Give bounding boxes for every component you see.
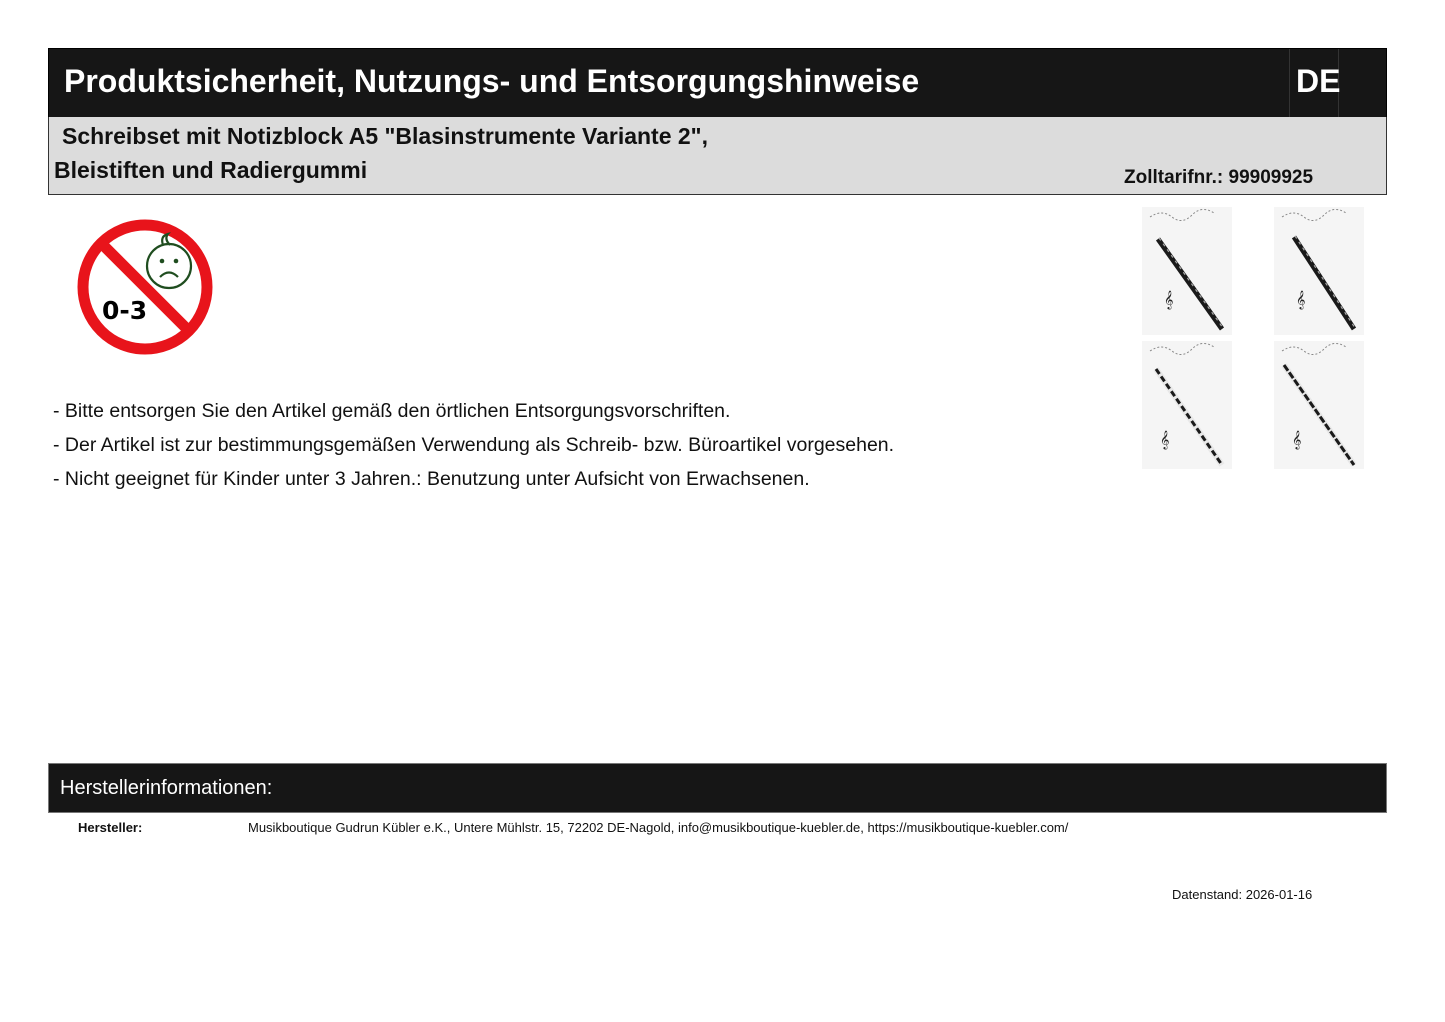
usage-notes [53, 394, 894, 496]
product-image [1274, 341, 1364, 469]
product-images [1142, 207, 1364, 469]
product-image [1142, 207, 1232, 335]
note-disposal: - Bitte entsorgen Sie den Artikel gemäß den örtlichen Entsorgungsvorschriften. [53, 400, 731, 422]
manufacturer-value: Musikboutique Gudrun Kübler e.K., Untere Mühlstr. 15, 72202 DE-Nagold, info@musikboutique-kuebler.de, https://musikboutique-kuebler.com/ [248, 820, 1069, 835]
product-name-line1: Schreibset mit Notizblock A5 "Blasinstrumente Variante 2", [62, 123, 708, 149]
svg-text:𝄞: 𝄞 [1292, 430, 1302, 449]
manufacturer-label: Hersteller: [78, 820, 143, 835]
age-range-text: 0-3 [102, 296, 148, 325]
svg-text:𝄞: 𝄞 [1296, 290, 1306, 309]
svg-text:𝄞: 𝄞 [1160, 430, 1170, 449]
document-header [48, 48, 1387, 118]
product-name-line2: Bleistiften und Radiergummi [54, 157, 368, 183]
customs-tariff-number: Zolltarifnr.: 99909925 [1124, 167, 1314, 188]
note-age-restriction: - Nicht geeignet für Kinder unter 3 Jahren.: Benutzung unter Aufsicht von Erwachsenen. [53, 468, 810, 490]
product-image [1142, 341, 1232, 469]
language-code: DE [1296, 63, 1341, 99]
manufacturer-section-title: Herstellerinformationen: [60, 777, 273, 799]
svg-text:𝄞: 𝄞 [1164, 290, 1174, 309]
not-suitable-under-3-icon [76, 218, 214, 356]
product-header [48, 117, 1387, 195]
language-cell [1289, 49, 1339, 117]
data-date: Datenstand: 2026-01-16 [1172, 887, 1313, 902]
product-image [1274, 207, 1364, 335]
page-title: Produktsicherheit, Nutzungs- und Entsorgungshinweise [64, 63, 920, 99]
note-intended-use: - Der Artikel ist zur bestimmungsgemäßen Verwendung als Schreib- bzw. Büroartikel vorgesehen. [53, 434, 895, 456]
manufacturer-section-header [48, 763, 1387, 813]
